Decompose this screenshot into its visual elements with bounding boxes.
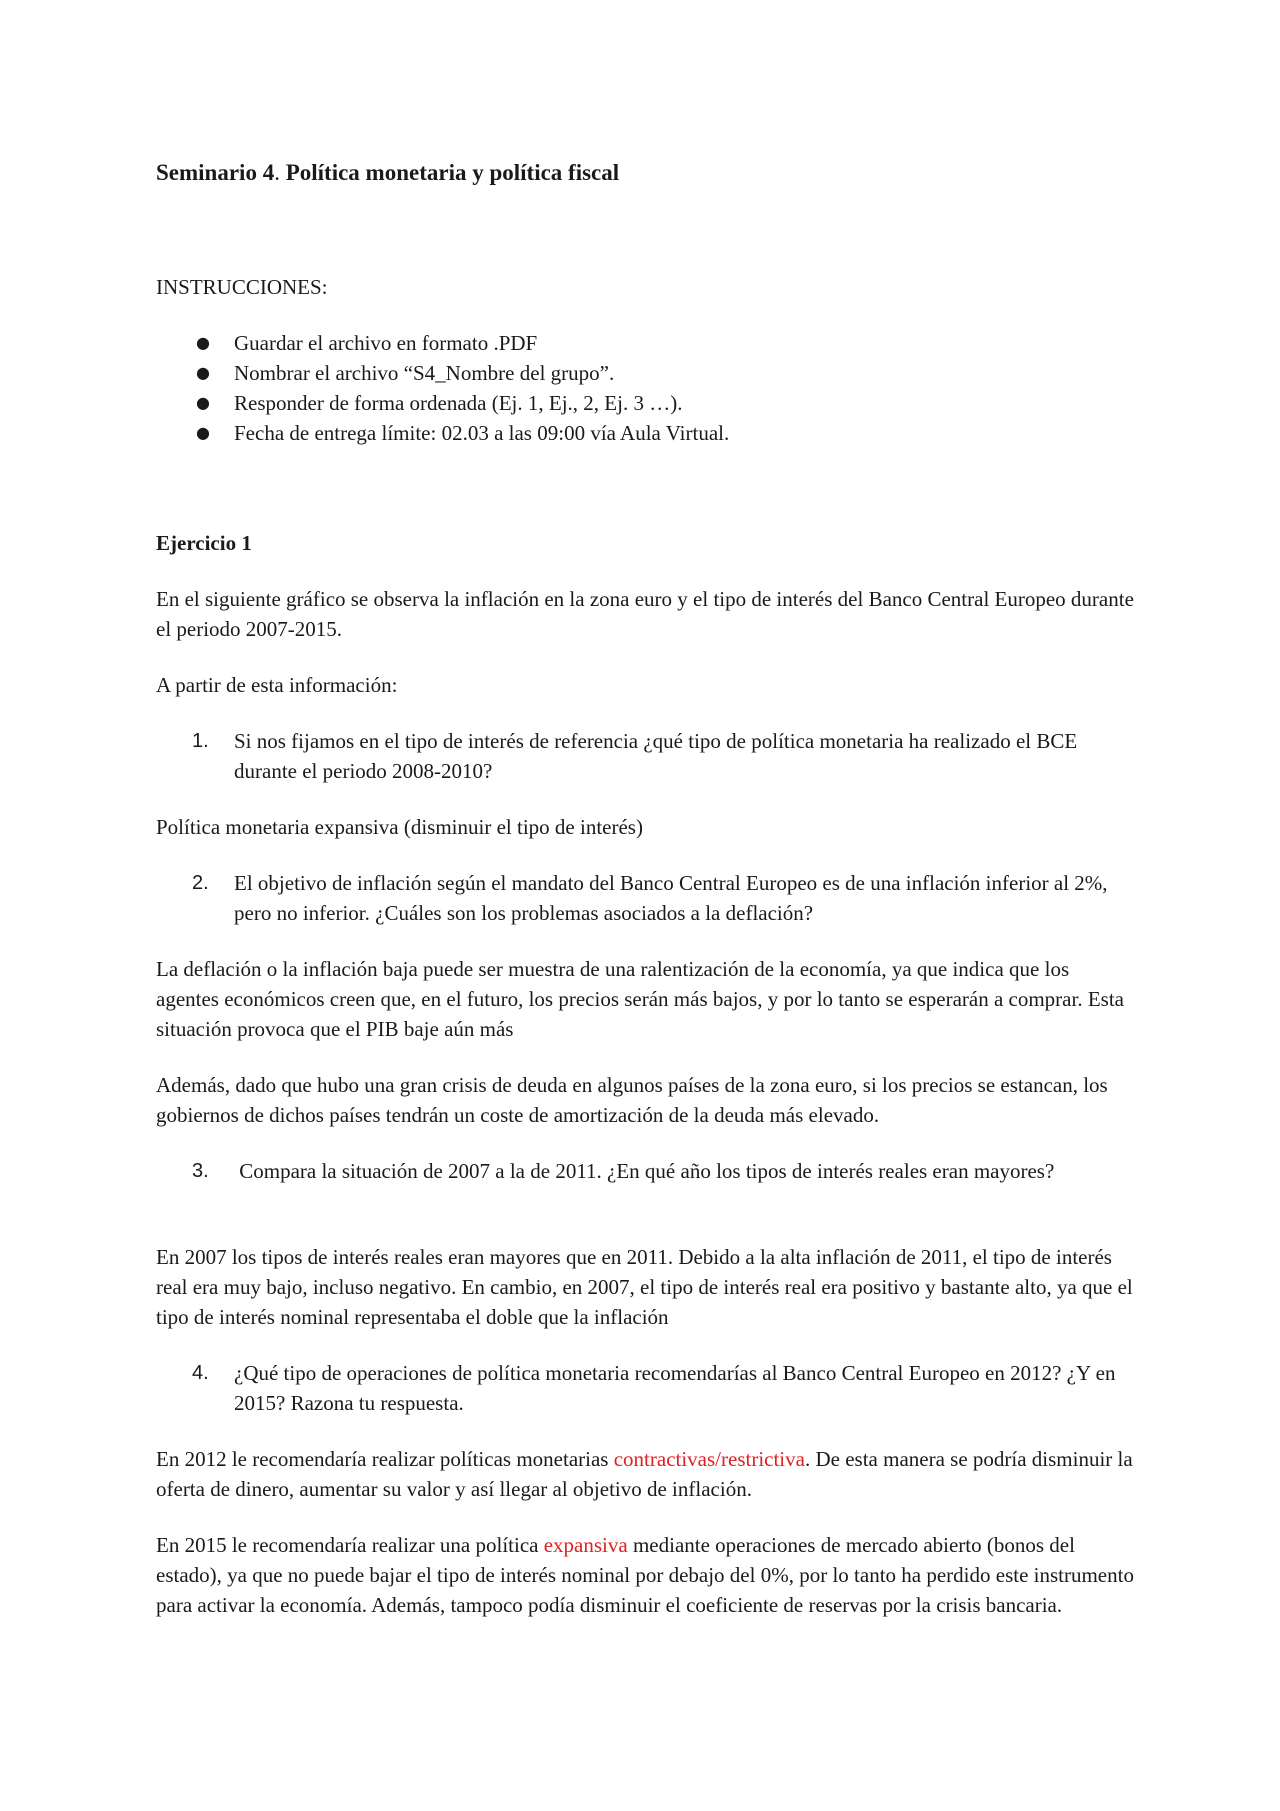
exercise-lead: A partir de esta información: [156, 673, 398, 697]
instruction-item [156, 388, 729, 418]
question-1 [156, 726, 1136, 786]
instruction-text: Fecha de entrega límite: 02.03 a las 09:00 vía Aula Virtual. [234, 421, 730, 445]
instruction-text: Guardar el archivo en formato .PDF [234, 331, 538, 355]
title-separator: . [274, 160, 286, 185]
question-number: 2. [192, 872, 209, 894]
title-topic: Política monetaria y política fiscal [285, 160, 620, 185]
bullet-icon: ● [196, 393, 210, 412]
answer-text: En 2012 le recomendaría realizar políticas monetarias [156, 1447, 614, 1471]
document-title [156, 158, 619, 188]
answer-2-paragraph-1: La deflación o la inflación baja puede ser muestra de una ralentización de la economía, ya que indica que los agentes económicos creen que, en el futuro, los precios serán más bajos, y por lo tanto se esperarán a comprar. Esta situación provoca que el PIB baje aún más [156, 957, 1124, 1041]
instruction-item [156, 358, 729, 388]
instructions-list [156, 328, 729, 448]
question-number: 4. [192, 1362, 209, 1384]
exercise-intro: En el siguiente gráfico se observa la inflación en la zona euro y el tipo de interés del Banco Central Europeo durante el periodo 2007-2015. [156, 587, 1134, 641]
answer-text: mediante operaciones de mercado abierto (bonos del estado), ya que no puede bajar el tipo de interés nominal por debajo del 0%, por lo tanto ha perdido este instrumento para activar la economía. Además, tampoco podía disminuir el coeficiente de reservas por la crisis bancaria. [156, 1533, 1134, 1617]
answer-2-paragraph-2: Además, dado que hubo una gran crisis de deuda en algunos países de la zona euro, si los precios se estancan, los gobiernos de dichos países tendrán un coste de amortización de la deuda más elevado. [156, 1073, 1108, 1127]
question-number: 3. [192, 1160, 209, 1182]
bullet-icon: ● [196, 423, 210, 442]
question-4 [156, 1358, 1136, 1418]
highlighted-term: contractivas/restrictiva [613, 1447, 805, 1471]
question-text: El objetivo de inflación según el mandato del Banco Central Europeo es de una inflación inferior al 2%, pero no inferior. ¿Cuáles son los problemas asociados a la deflación? [234, 871, 1108, 925]
question-text: Si nos fijamos en el tipo de interés de referencia ¿qué tipo de política monetaria ha realizado el BCE durante el periodo 2008-2010? [234, 729, 1078, 783]
question-2 [156, 868, 1136, 928]
instruction-text: Responder de forma ordenada (Ej. 1, Ej., 2, Ej. 3 …). [234, 391, 683, 415]
instruction-item [156, 328, 729, 358]
answer-4-paragraph-1 [156, 1444, 1136, 1504]
instruction-text: Nombrar el archivo “S4_Nombre del grupo”. [234, 361, 615, 385]
bullet-icon: ● [196, 363, 210, 382]
question-3 [156, 1156, 1136, 1186]
exercise-heading: Ejercicio 1 [156, 531, 252, 555]
instruction-item [156, 418, 729, 448]
answer-3: En 2007 los tipos de interés reales eran mayores que en 2011. Debido a la alta inflación de 2011, el tipo de interés real era muy bajo, incluso negativo. En cambio, en 2007, el tipo de interés real era positivo y bastante alto, ya que el tipo de interés nominal representaba el doble que la inflación [156, 1245, 1133, 1329]
instructions-heading: INSTRUCCIONES: [156, 275, 328, 299]
bullet-icon: ● [196, 333, 210, 352]
answer-1: Política monetaria expansiva (disminuir el tipo de interés) [156, 815, 643, 839]
question-text: ¿Qué tipo de operaciones de política monetaria recomendarías al Banco Central Europeo en 2012? ¿Y en 2015? Razona tu respuesta. [234, 1361, 1116, 1415]
answer-text: En 2015 le recomendaría realizar una política [156, 1533, 544, 1557]
answer-text: . De esta manera se podría disminuir la oferta de dinero, aumentar su valor y así llegar al objetivo de inflación. [156, 1447, 1133, 1501]
title-seminar: Seminario 4 [156, 160, 275, 185]
highlighted-term: expansiva [543, 1533, 628, 1557]
question-text: Compara la situación de 2007 a la de 2011. ¿En qué año los tipos de interés reales eran mayores? [234, 1159, 1055, 1183]
question-number: 1. [192, 730, 209, 752]
answer-4-paragraph-2 [156, 1530, 1136, 1620]
